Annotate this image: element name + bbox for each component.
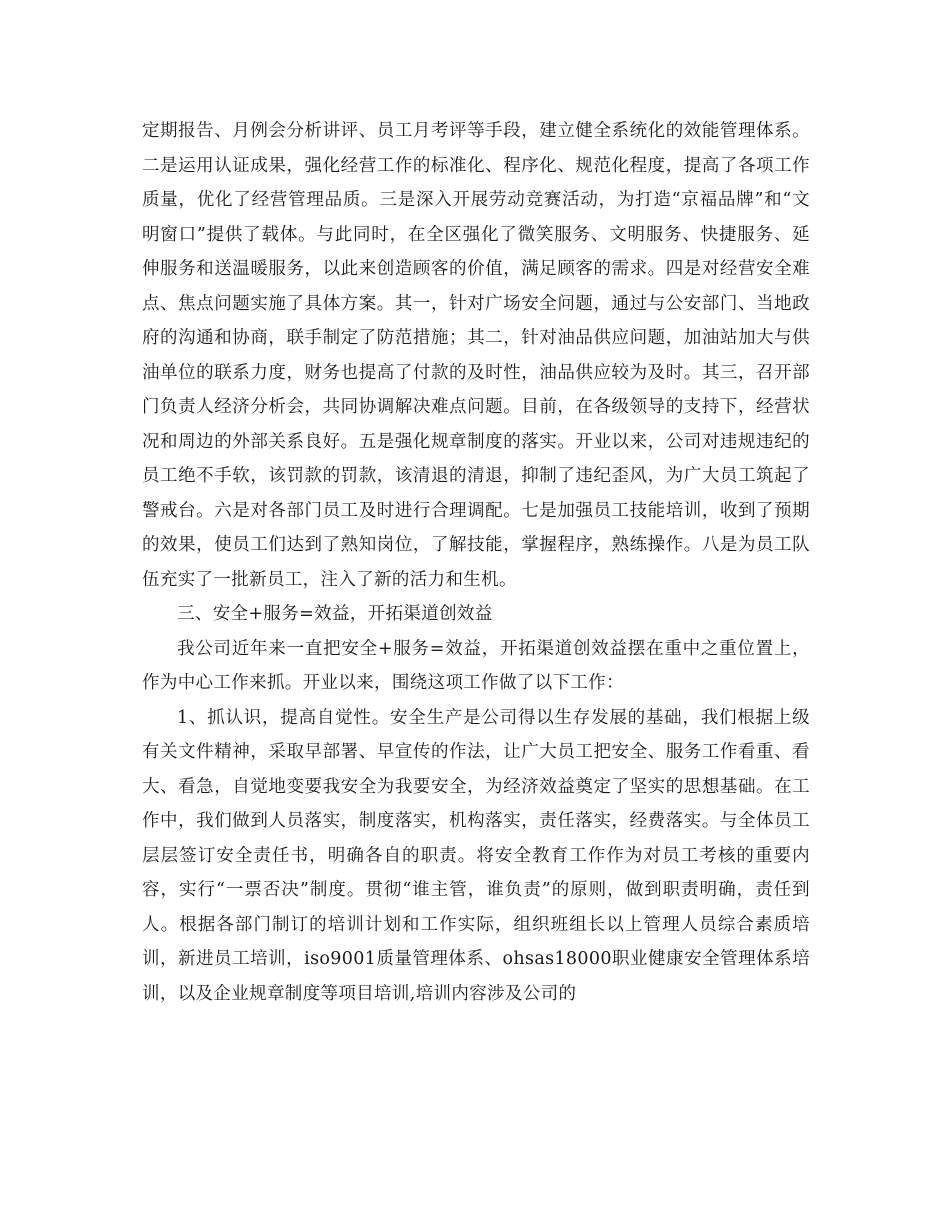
paragraph-intro: 我公司近年来一直把安全+服务=效益，开拓渠道创效益摆在重中之重位置上，作为中心工作来抓。开业以来，围绕这项工作做了以下工作： <box>142 638 810 693</box>
paragraph-continuation: 定期报告、月例会分析讲评、员工月考评等手段，建立健全系统化的效能管理体系。二是运用认证成果，强化经营工作的标准化、程序化、规范化程度，提高了各项工作质量，优化了经营管理品质。三是深入开展劳动竞赛活动，为打造“京福品牌”和“文明窗口”提供了载体。与此同时，在全区强化了微笑服务、文明服务、快捷服务、延伸服务和送温暖服务，以此来创造顾客的价值，满足顾客的需求。四是对经营安全难点、焦点问题实施了具体方案。其一，针对广场安全问题，通过与公安部门、当地政府的沟通和协商，联手制定了防范措施；其二，针对油品供应问题，加油站加大与供油单位的联系力度，财务也提高了付款的及时性，油品供应较为及时。其三，召开部门负责人经济分析会，共同协调解决难点问题。目前，在各级领导的支持下，经营状况和周边的外部关系良好。五是强化规章制度的落实。开业以来，公司对违规违纪的员工绝不手软，该罚款的罚款，该清退的清退，抑制了违纪歪风，为广大员工筑起了警戒台。六是对各部门员工及时进行合理调配。七是加强员工技能培训，收到了预期的效果，使员工们达到了熟知岗位，了解技能，掌握程序，熟练操作。八是为员工队伍充实了一批新员工，注入了新的活力和生机。 <box>142 121 810 590</box>
section-heading: 三、安全+服务=效益，开拓渠道创效益 <box>177 604 493 624</box>
document-body <box>142 114 810 1011</box>
paragraph-item-1: 1、抓认识，提高自觉性。安全生产是公司得以生存发展的基础，我们根据上级有关文件精神，采取早部署、早宣传的作法，让广大员工把安全、服务工作看重、看大、看急，自觉地变要我安全为我要安全，为经济效益奠定了坚实的思想基础。在工作中，我们做到人员落实，制度落实，机构落实，责任落实，经费落实。与全体员工层层签订安全责任书，明确各自的职责。将安全教育工作作为对员工考核的重要内容，实行“一票否决”制度。贯彻“谁主管，谁负责”的原则，做到职责明确，责任到人。根据各部门制订的培训计划和工作实际，组织班组长以上管理人员综合素质培训，新进员工培训，iso9001质量管理体系、ohsas18000职业健康安全管理体系培训，以及企业规章制度等项目培训,培训内容涉及公司的 <box>142 707 810 1004</box>
